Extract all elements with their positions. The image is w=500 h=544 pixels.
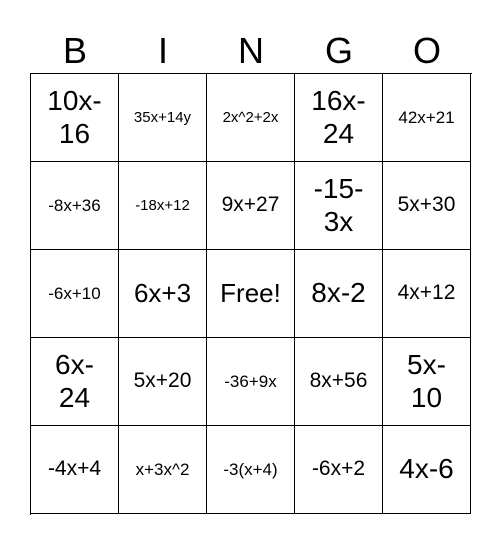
bingo-cell[interactable]	[207, 426, 295, 514]
cell-text: -15- 3x	[313, 173, 364, 237]
bingo-cell[interactable]	[31, 250, 119, 338]
free-space-label: Free!	[220, 277, 281, 308]
cell-text: 6x+3	[133, 277, 192, 308]
cell-text: 6x- 24	[55, 349, 94, 413]
bingo-cell[interactable]	[295, 426, 383, 514]
bingo-cell[interactable]	[295, 338, 383, 426]
bingo-cell[interactable]	[119, 250, 207, 338]
cell-text: -6x+10	[48, 283, 101, 303]
cell-text: 16x- 24	[311, 85, 366, 149]
bingo-cell[interactable]	[207, 74, 295, 162]
header-letter-i: I	[157, 30, 168, 71]
header-letter-b: B	[62, 30, 87, 71]
header-letter-g: G	[324, 30, 353, 71]
cell-text: 4x+12	[397, 281, 456, 305]
cell-text: -3(x+4)	[223, 459, 278, 479]
bingo-cell[interactable]	[31, 162, 119, 250]
cell-text: 9x+27	[221, 193, 280, 217]
cell-text: 5x+20	[133, 369, 192, 393]
cell-text: 4x-6	[399, 453, 454, 485]
bingo-cell[interactable]	[295, 162, 383, 250]
cell-text: 5x- 10	[407, 349, 446, 413]
bingo-header	[31, 28, 471, 74]
bingo-grid	[30, 73, 472, 515]
bingo-cell[interactable]	[119, 338, 207, 426]
bingo-cell[interactable]	[383, 426, 471, 514]
bingo-cell[interactable]	[383, 250, 471, 338]
bingo-cell[interactable]	[207, 338, 295, 426]
cell-text: 2x^2+2x	[222, 108, 279, 126]
bingo-cell[interactable]	[31, 74, 119, 162]
cell-text: 5x+30	[397, 193, 456, 217]
free-space-cell[interactable]	[207, 250, 295, 338]
cell-text: -6x+2	[311, 457, 366, 481]
cell-text: x+3x^2	[135, 459, 190, 479]
cell-text: -36+9x	[224, 371, 277, 391]
cell-text: 8x-2	[311, 277, 366, 309]
cell-text: 35x+14y	[133, 108, 192, 126]
bingo-cell[interactable]	[119, 74, 207, 162]
header-letter-o: O	[412, 30, 441, 71]
bingo-cell[interactable]	[383, 338, 471, 426]
cell-text: -4x+4	[47, 457, 102, 481]
bingo-cell[interactable]	[119, 162, 207, 250]
bingo-cell[interactable]	[207, 162, 295, 250]
cell-text: 8x+56	[309, 369, 368, 393]
header-letter-n: N	[238, 30, 264, 71]
cell-text: 10x- 16	[47, 85, 102, 149]
bingo-cell[interactable]	[383, 74, 471, 162]
cell-text: 42x+21	[398, 107, 455, 127]
bingo-cell[interactable]	[295, 74, 383, 162]
bingo-cell[interactable]	[295, 250, 383, 338]
cell-text: -8x+36	[48, 195, 101, 215]
bingo-cell[interactable]	[383, 162, 471, 250]
cell-text: -18x+12	[135, 196, 190, 214]
bingo-cell[interactable]	[31, 426, 119, 514]
bingo-cell[interactable]	[31, 338, 119, 426]
bingo-cell[interactable]	[119, 426, 207, 514]
